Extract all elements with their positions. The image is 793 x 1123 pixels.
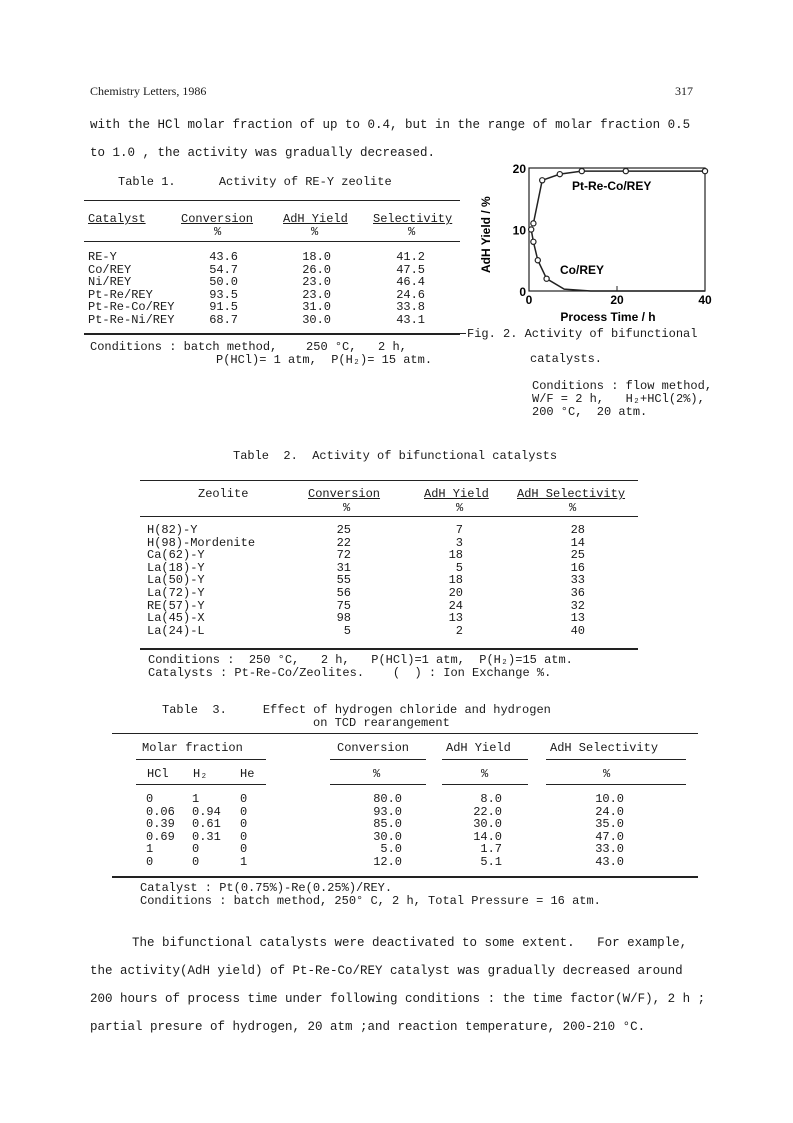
table-2-unit: % xyxy=(569,501,577,515)
table-2-cell: 13 xyxy=(570,611,585,626)
table-2-cell: 98 xyxy=(336,611,351,626)
data-point xyxy=(702,168,707,173)
intro-line-2: to 1.0 , the activity was gradually decreased. xyxy=(90,146,436,160)
closing-line-4: partial presure of hydrogen, 20 atm ;and reaction temperature, 200-210 °C. xyxy=(90,1020,646,1034)
table-1-cell: 18.0 xyxy=(302,250,331,264)
table-3-cell: 24.0 xyxy=(595,804,624,819)
table-1-cell: 26.0 xyxy=(302,262,331,277)
table-2-header: Conversion xyxy=(308,487,381,501)
table-3-sub-rule xyxy=(546,759,686,760)
table-3-header: Conversion xyxy=(337,741,410,755)
table-3-cell: 30.0 xyxy=(473,817,502,832)
table-1-cell: 50.0 xyxy=(209,275,238,289)
table-2-cell: La(24)-L xyxy=(147,623,205,638)
table-1-cell: 31.0 xyxy=(302,300,331,314)
data-point xyxy=(540,178,545,183)
table-2-cell: 32 xyxy=(570,598,585,613)
table-3-cell: 5.0 xyxy=(380,842,402,857)
figure-2-caption: Fig. 2. Activity of bifunctional xyxy=(467,327,698,341)
table-2-cell: 36 xyxy=(570,586,585,600)
table-3-top-rule xyxy=(112,733,698,734)
rule-connector xyxy=(460,333,466,334)
table-1-unit: % xyxy=(408,225,416,239)
table-2-cell: 24 xyxy=(448,598,463,613)
table-3-cell: 10.0 xyxy=(595,792,624,806)
table-3-cell: 93.0 xyxy=(373,804,402,819)
table-2-catalysts: Catalysts : Pt-Re-Co/Zeolites. ( ) : Ion Exchange %. xyxy=(148,666,552,680)
table-3-cell: 85.0 xyxy=(373,817,402,832)
table-3-cell: 1 xyxy=(192,792,200,806)
table-3-sub-rule xyxy=(330,759,426,760)
table-2-caption: Table 2. Activity of bifunctional catalysts xyxy=(233,449,558,463)
table-2-unit: % xyxy=(343,501,351,515)
table-1-cell: Co/REY xyxy=(88,262,132,277)
table-3-caption-cont: on TCD rearangement xyxy=(313,716,450,730)
table-1-cell: 46.4 xyxy=(396,275,425,289)
data-point xyxy=(531,239,536,244)
table-3-header-rule xyxy=(442,784,528,785)
table-2-cell: 5 xyxy=(455,560,463,575)
table-2-header-rule xyxy=(140,516,638,517)
figure-2-conditions: W/F = 2 h, H₂+HCl(2%), xyxy=(532,392,705,406)
table-3-header-rule xyxy=(330,784,426,785)
table-2-cell: La(45)-X xyxy=(147,611,205,626)
table-2-cell: 5 xyxy=(343,623,351,638)
table-2-cell: La(50)-Y xyxy=(147,573,205,588)
table-3-cell: 33.0 xyxy=(595,842,624,857)
table-1-unit: % xyxy=(214,225,222,239)
table-2-cell: Ca(62)-Y xyxy=(147,548,205,563)
table-2-cell: 18 xyxy=(448,573,463,588)
series-line-2 xyxy=(531,230,705,292)
table-2-cell: La(18)-Y xyxy=(147,560,205,575)
data-point xyxy=(531,221,536,226)
table-2-header: AdH Selectivity xyxy=(517,487,626,501)
table-1-cell: RE-Y xyxy=(88,250,117,264)
table-3-group-header: Molar fraction xyxy=(142,741,243,755)
y-tick-label: 10 xyxy=(512,223,526,238)
table-2-cell: 28 xyxy=(570,523,585,537)
table-2-top-rule xyxy=(140,480,638,481)
table-1-cell: Ni/REY xyxy=(88,275,132,289)
table-2-cell: 55 xyxy=(336,573,351,588)
table-3-cell: 0.69 xyxy=(146,829,175,844)
data-point xyxy=(535,258,540,263)
table-3-cell: 0.61 xyxy=(192,817,221,832)
table-2-cell: 31 xyxy=(336,560,351,575)
table-3-cell: 0 xyxy=(240,829,248,844)
table-3-cell: 0 xyxy=(192,855,200,869)
table-2-cell: 18 xyxy=(448,548,463,563)
table-3-cell: 0 xyxy=(240,842,248,857)
table-1-cell: 41.2 xyxy=(396,250,425,264)
table-3-catalyst: Catalyst : Pt(0.75%)-Re(0.25%)/REY. xyxy=(140,881,393,895)
data-point xyxy=(623,168,628,173)
table-2-cell: 75 xyxy=(336,598,351,613)
table-2-header: Zeolite xyxy=(198,487,249,501)
table-1-caption: Table 1. Activity of RE-Y zeolite xyxy=(118,175,392,189)
table-1-cell: 23.0 xyxy=(302,287,331,302)
table-2-cell: La(72)-Y xyxy=(147,586,205,600)
figure-2-conditions: 200 °C, 20 atm. xyxy=(532,405,648,419)
figure-2-conditions: Conditions : flow method, xyxy=(532,379,713,393)
table-2-cell: 3 xyxy=(455,535,463,550)
table-1-top-rule xyxy=(84,200,460,201)
journal-header: Chemistry Letters, 1986 xyxy=(90,84,207,98)
series-label-co-rey: Co/REY xyxy=(560,263,605,277)
table-3-header-rule xyxy=(136,784,266,785)
table-3-cell: 0.94 xyxy=(192,804,221,819)
table-3-unit: % xyxy=(603,767,611,781)
table-2-bottom-rule xyxy=(140,648,638,650)
table-1-header-rule xyxy=(84,241,460,242)
table-3-conditions: Conditions : batch method, 250° C, 2 h, Total Pressure = 16 atm. xyxy=(140,894,601,908)
table-3-header-rule xyxy=(546,784,686,785)
data-point xyxy=(529,227,534,232)
table-3-header: AdH Selectivity xyxy=(550,741,659,755)
table-3-subheader: HCl xyxy=(147,767,169,781)
y-tick-label: 20 xyxy=(512,162,526,176)
table-1-cell: 43.6 xyxy=(209,250,238,264)
table-1-bottom-rule xyxy=(84,333,460,335)
table-3-bottom-rule xyxy=(112,876,698,878)
table-1-cell: 24.6 xyxy=(396,287,425,302)
table-2-unit: % xyxy=(456,501,464,515)
table-3-cell: 0.06 xyxy=(146,804,175,819)
table-1-cell: 91.5 xyxy=(209,300,238,314)
table-2-cell: 13 xyxy=(448,611,463,626)
table-3-cell: 0.31 xyxy=(192,829,221,844)
table-3-cell: 5.1 xyxy=(480,855,502,869)
table-1-header: AdH Yield xyxy=(283,212,348,226)
table-1-header: Catalyst xyxy=(88,212,146,226)
closing-line-2: the activity(AdH yield) of Pt-Re-Co/REY catalyst was gradually decreased around xyxy=(90,964,683,978)
table-1-cell: 47.5 xyxy=(396,262,425,277)
table-3-caption: Table 3. Effect of hydrogen chloride and hydrogen xyxy=(162,703,551,717)
table-2-cell: 2 xyxy=(455,623,463,638)
table-2-header: AdH Yield xyxy=(424,487,489,501)
table-1-cell: 23.0 xyxy=(302,275,331,289)
table-3-cell: 0 xyxy=(146,792,154,806)
figure-2-caption-cont: catalysts. xyxy=(530,352,603,366)
table-3-cell: 0.39 xyxy=(146,817,175,832)
page-number: 317 xyxy=(675,84,693,98)
table-1-cell: 68.7 xyxy=(209,312,238,327)
table-2-cell: 25 xyxy=(570,548,585,563)
table-2-cell: 7 xyxy=(455,523,463,537)
table-3-cell: 1.7 xyxy=(480,842,502,857)
table-2-cell: 16 xyxy=(570,560,585,575)
table-1-unit: % xyxy=(311,225,319,239)
table-1-conditions: Conditions : batch method, 250 °C, 2 h, xyxy=(90,340,407,354)
table-3-cell: 22.0 xyxy=(473,804,502,819)
closing-line-3: 200 hours of process time under following conditions : the time factor(W/F), 2 h ; xyxy=(90,992,706,1006)
table-3-cell: 0 xyxy=(240,792,248,806)
y-axis-label: AdH Yield / % xyxy=(479,196,493,273)
figure-2-chart xyxy=(476,158,726,328)
table-3-header: AdH Yield xyxy=(446,741,511,755)
table-1-cell: Pt-Re-Co/REY xyxy=(88,300,175,314)
data-point xyxy=(579,168,584,173)
table-3-cell: 0 xyxy=(146,855,154,869)
data-point xyxy=(557,172,562,177)
table-1-cell: 43.1 xyxy=(396,312,425,327)
table-3-cell: 47.0 xyxy=(595,829,624,844)
x-tick-label: 20 xyxy=(610,293,624,307)
table-1-header: Conversion xyxy=(181,212,254,226)
intro-line-1: with the HCl molar fraction of up to 0.4, but in the range of molar fraction 0.5 xyxy=(90,118,691,132)
table-1-cell: 93.5 xyxy=(209,287,238,302)
table-3-cell: 1 xyxy=(240,855,248,869)
table-1-cell: Pt-Re/REY xyxy=(88,287,153,302)
table-1-cell: 30.0 xyxy=(302,312,331,327)
table-3-cell: 0 xyxy=(192,842,200,857)
table-3-group-rule xyxy=(136,759,266,760)
table-2-cell: 20 xyxy=(448,586,463,600)
table-2-cell: 72 xyxy=(336,548,351,563)
table-3-cell: 35.0 xyxy=(595,817,624,832)
table-3-cell: 43.0 xyxy=(595,855,624,869)
table-3-cell: 1 xyxy=(146,842,154,857)
table-3-subheader: H₂ xyxy=(193,767,208,781)
table-3-cell: 30.0 xyxy=(373,829,402,844)
table-3-unit: % xyxy=(373,767,381,781)
table-2-cell: 22 xyxy=(336,535,351,550)
table-3-cell: 0 xyxy=(240,804,248,819)
table-1-cell: Pt-Re-Ni/REY xyxy=(88,312,175,327)
table-3-sub-rule xyxy=(442,759,528,760)
table-2-cell: 56 xyxy=(336,586,351,600)
table-3-cell: 80.0 xyxy=(373,792,402,806)
table-3-cell: 0 xyxy=(240,817,248,832)
table-3-cell: 12.0 xyxy=(373,855,402,869)
x-axis-label: Process Time / h xyxy=(560,310,656,324)
table-3-subheader: He xyxy=(240,767,255,781)
table-1-conditions: P(HCl)= 1 atm, P(H₂)= 15 atm. xyxy=(216,353,433,367)
table-2-cell: 40 xyxy=(570,623,585,638)
table-3-unit: % xyxy=(481,767,489,781)
table-2-cell: 14 xyxy=(570,535,585,550)
x-tick-label: 0 xyxy=(525,293,533,307)
table-2-cell: H(98)-Mordenite xyxy=(147,535,256,550)
series-label-pt-re-co-rey: Pt-Re-Co/REY xyxy=(572,179,652,193)
table-1-cell: 54.7 xyxy=(209,262,238,277)
table-2-conditions: Conditions : 250 °C, 2 h, P(HCl)=1 atm, P(H₂)=15 atm. xyxy=(148,653,573,667)
table-1-cell: 33.8 xyxy=(396,300,425,314)
table-2-cell: RE(57)-Y xyxy=(147,598,205,613)
table-1-header: Selectivity xyxy=(373,212,453,226)
closing-line-1: The bifunctional catalysts were deactivated to some extent. For example, xyxy=(132,936,688,950)
data-point xyxy=(544,276,549,281)
table-3-cell: 14.0 xyxy=(473,829,502,844)
table-3-cell: 8.0 xyxy=(480,792,502,806)
table-2-cell: 33 xyxy=(570,573,585,588)
table-2-cell: H(82)-Y xyxy=(147,523,198,537)
table-2-cell: 25 xyxy=(336,523,351,537)
x-tick-label: 40 xyxy=(698,293,712,307)
y-tick-label: 0 xyxy=(519,285,526,299)
